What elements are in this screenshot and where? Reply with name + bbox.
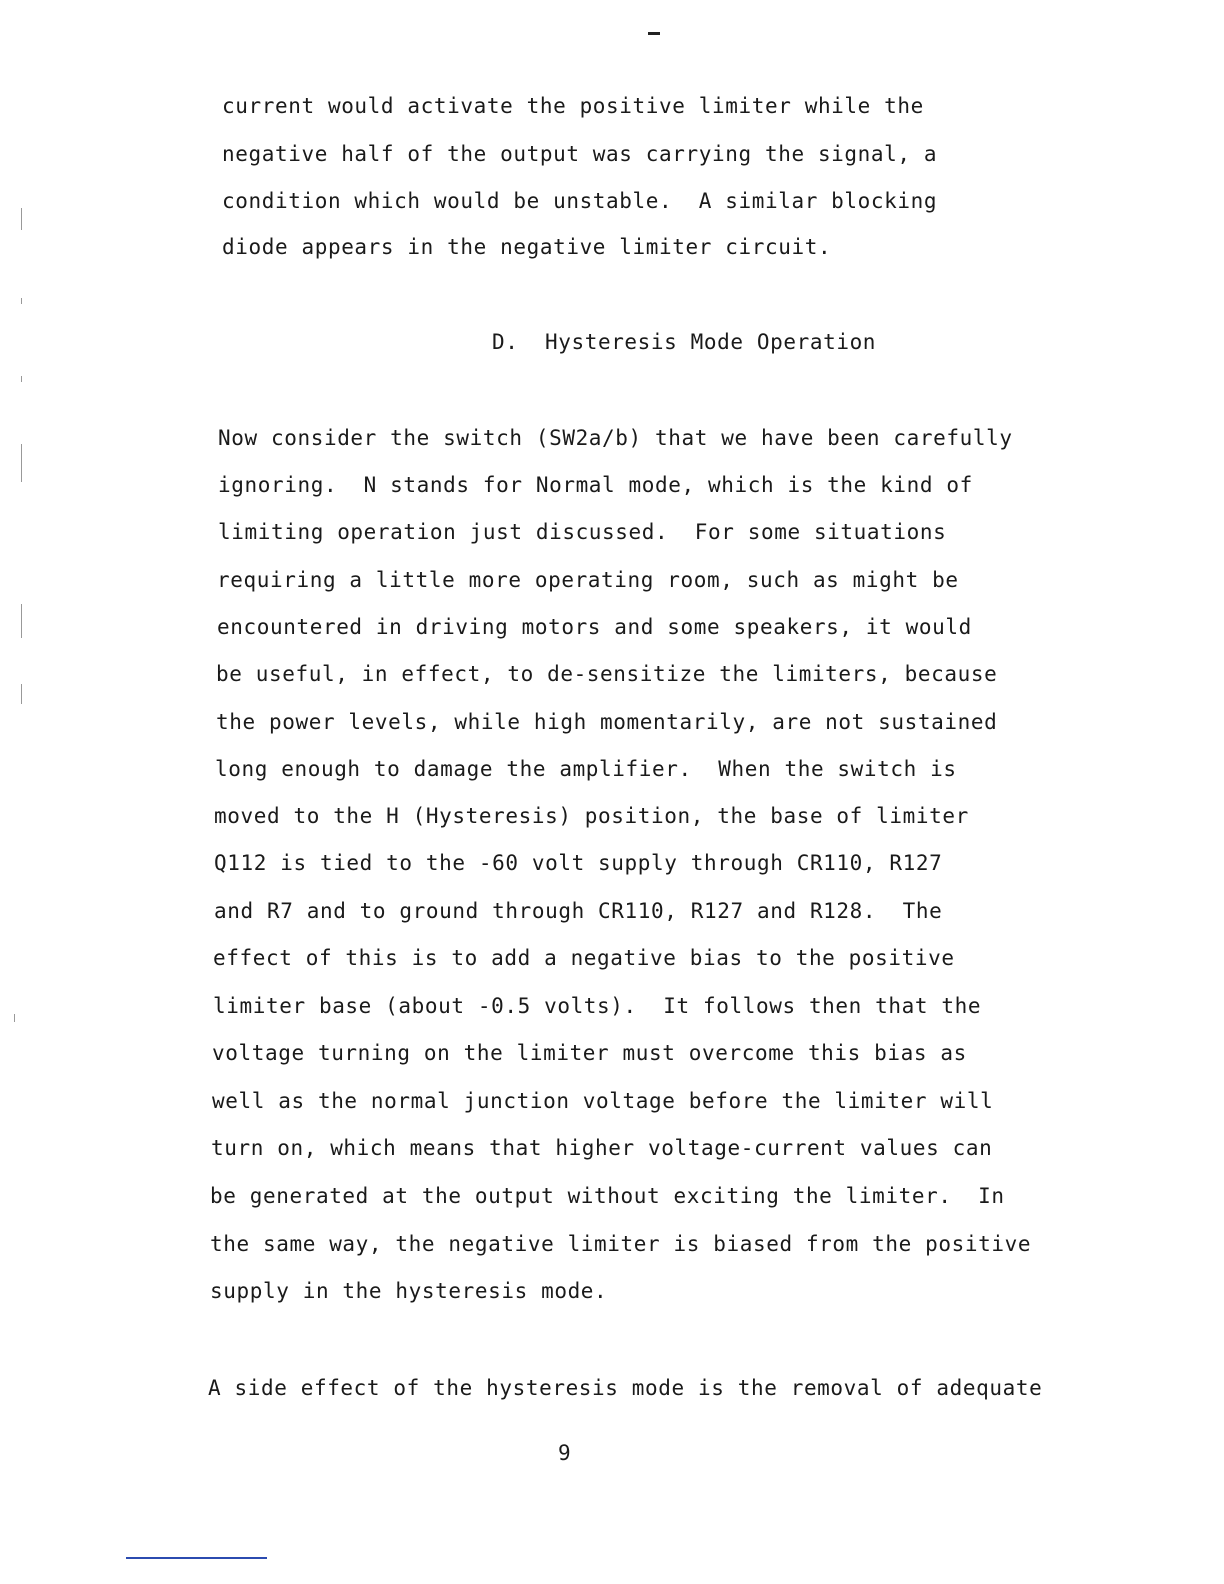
margin-speck [21,208,22,230]
margin-speck [21,604,22,638]
text-line: and R7 and to ground through CR110, R127 and R128. The [214,899,943,923]
margin-speck [21,444,22,482]
text-line: encountered in driving motors and some speakers, it would [217,615,972,639]
text-line: turn on, which means that higher voltage-current values can [211,1136,993,1160]
text-line: diode appears in the negative limiter circuit. [222,235,832,259]
text-line: the power levels, while high momentarily, are not sustained [216,710,998,734]
margin-speck [21,298,22,304]
text-line: current would activate the positive limiter while the [222,94,924,118]
text-line: be useful, in effect, to de-sensitize the limiters, because [216,662,998,686]
text-line: Q112 is tied to the -60 volt supply through CR110, R127 [214,851,943,875]
footnote-rule [126,1557,267,1559]
text-line: requiring a little more operating room, such as might be [217,568,959,592]
margin-speck [21,376,22,382]
scan-mark [648,32,660,35]
page-number: 9 [558,1441,571,1465]
text-line: moved to the H (Hysteresis) position, the base of limiter [214,804,969,828]
text-line: long enough to damage the amplifier. When the switch is [215,757,957,781]
margin-speck [21,684,22,704]
text-line: limiting operation just discussed. For some situations [218,520,947,544]
text-line: voltage turning on the limiter must overcome this bias as [212,1041,967,1065]
text-line: the same way, the negative limiter is biased from the positive [210,1232,1032,1256]
text-line: supply in the hysteresis mode. [210,1279,608,1303]
text-line: Now consider the switch (SW2a/b) that we have been carefully [218,426,1013,450]
text-line: A side effect of the hysteresis mode is the removal of adequate [208,1376,1043,1400]
text-line: ignoring. N stands for Normal mode, which is the kind of [218,473,973,497]
text-line: limiter base (about -0.5 volts). It follows then that the [213,994,982,1018]
margin-speck [14,1014,15,1022]
text-line: negative half of the output was carrying the signal, a [222,142,938,166]
text-line: well as the normal junction voltage before the limiter will [212,1089,994,1113]
text-line: condition which would be unstable. A similar blocking [222,189,938,213]
section-heading: D. Hysteresis Mode Operation [492,330,877,354]
text-line: be generated at the output without exciting the limiter. In [210,1184,1005,1208]
text-line: effect of this is to add a negative bias to the positive [213,946,955,970]
